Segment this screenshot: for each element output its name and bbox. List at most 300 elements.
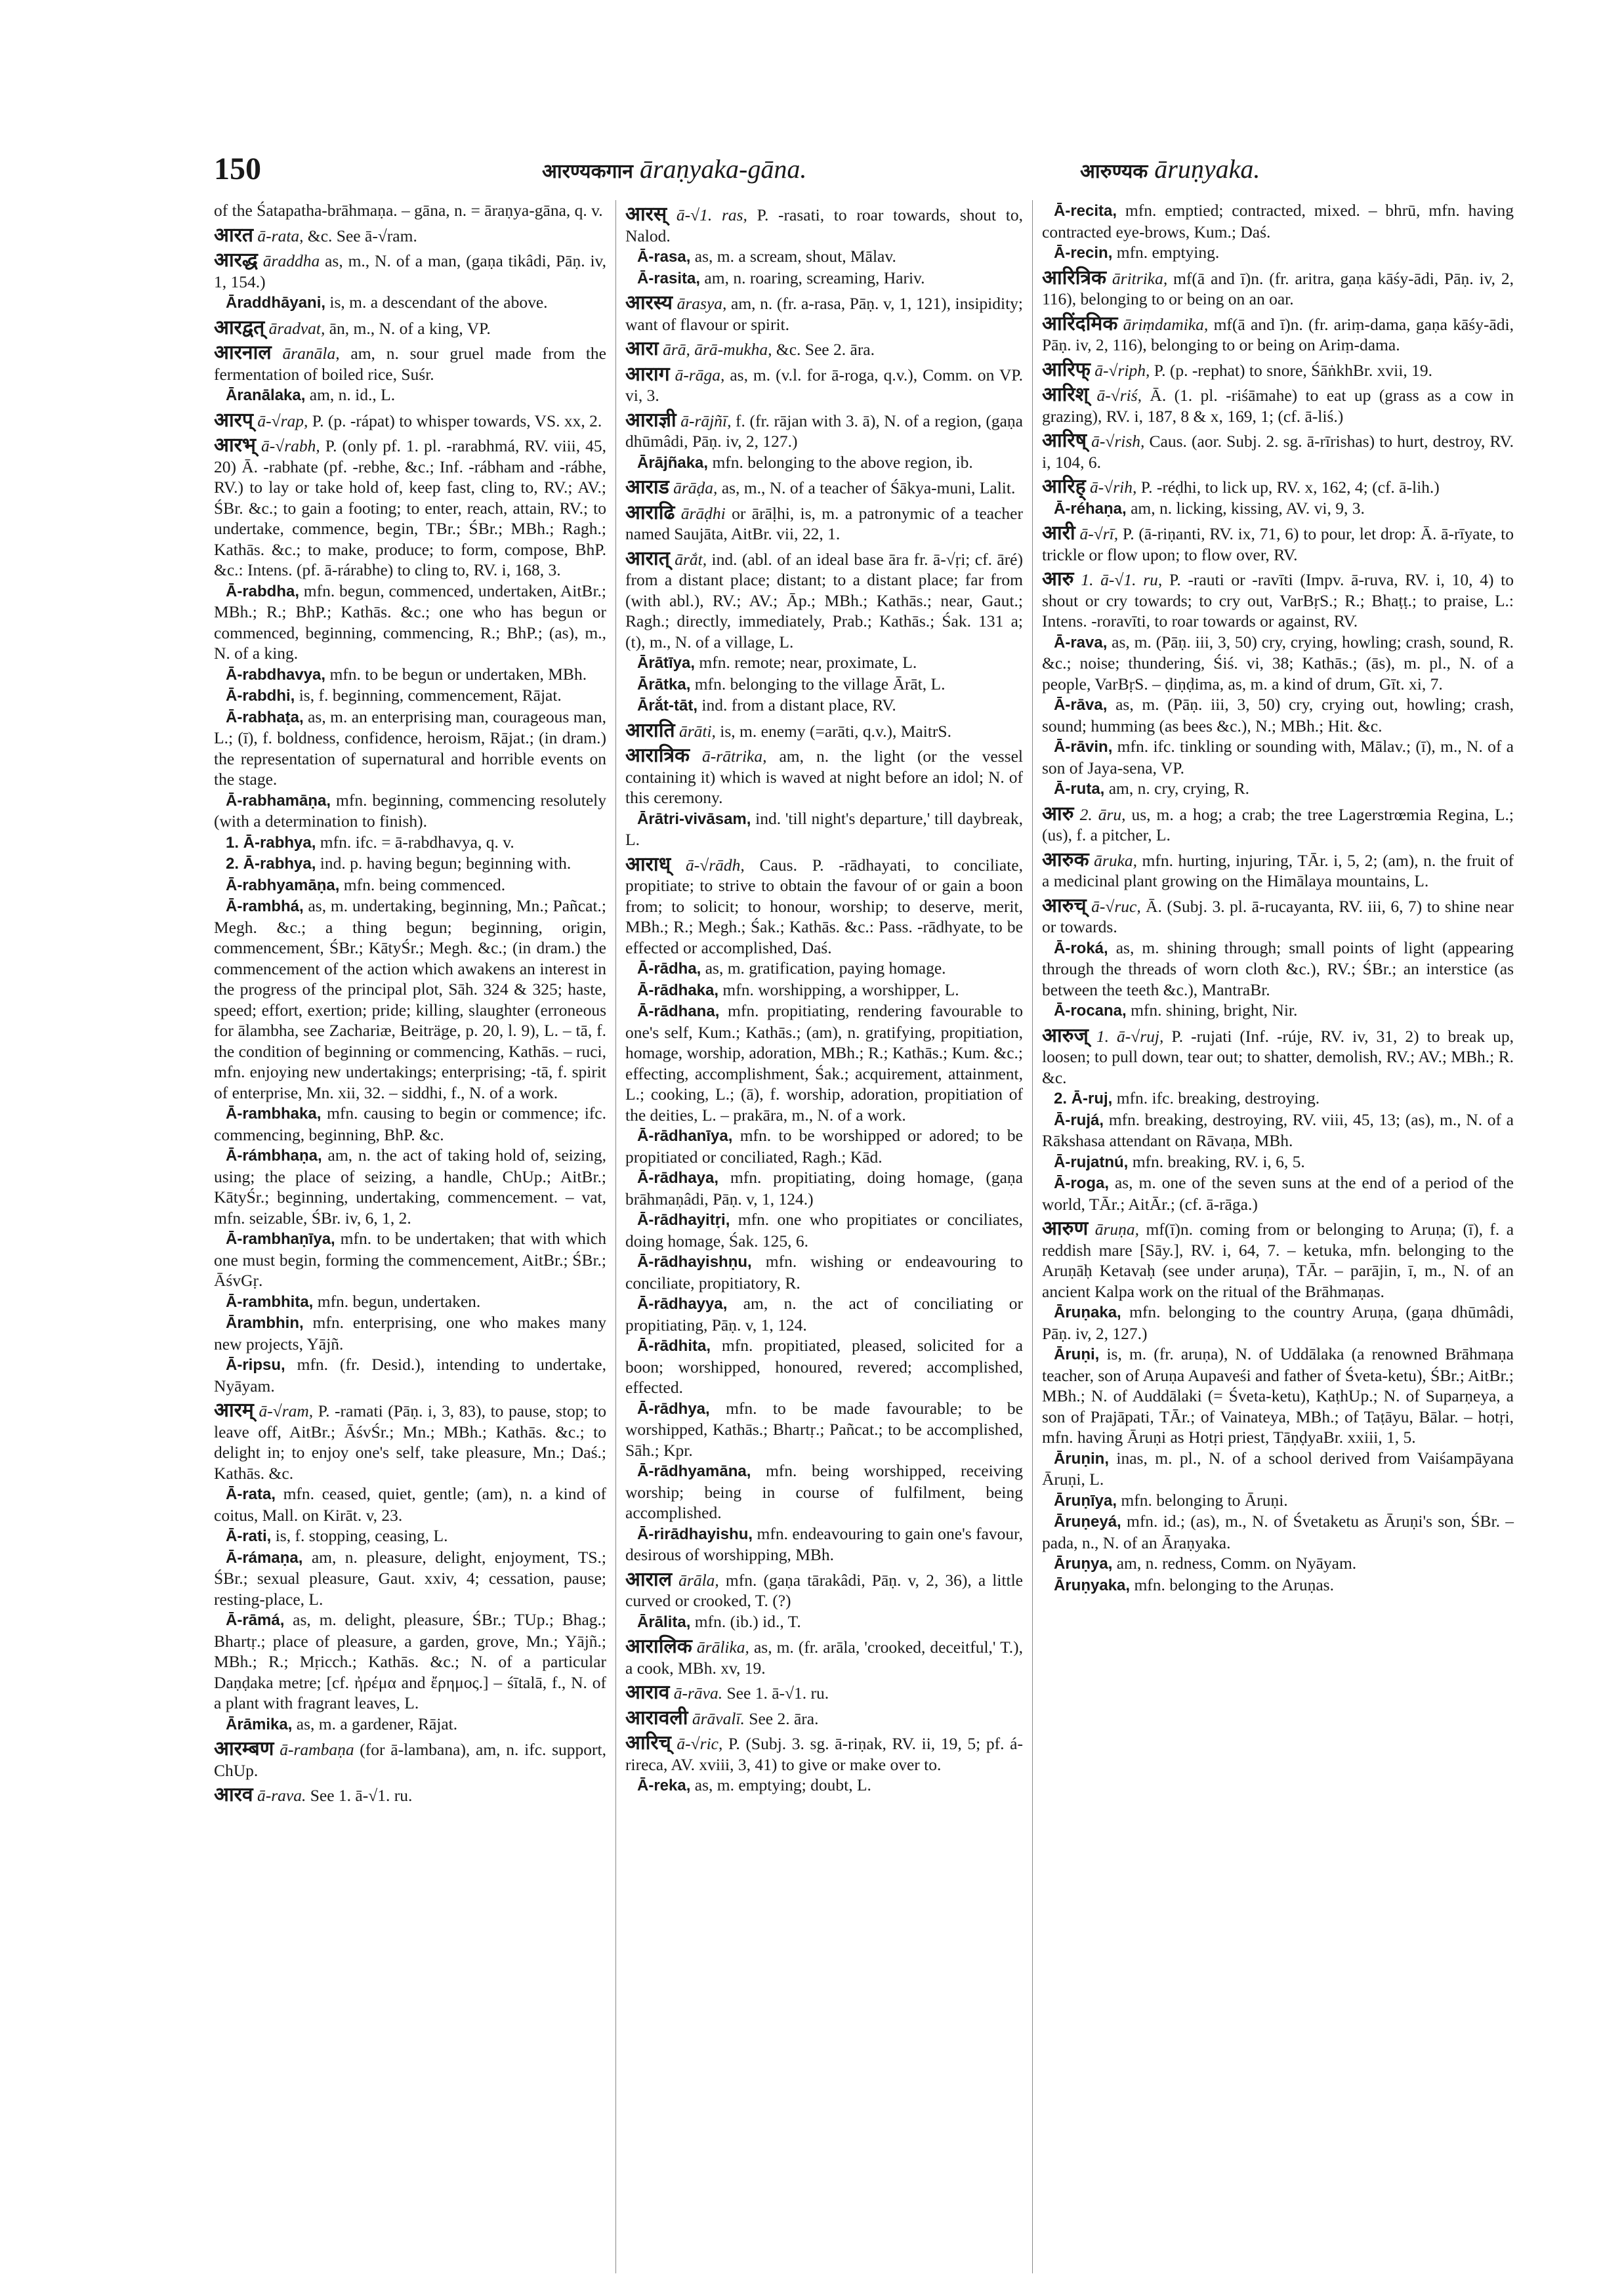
dictionary-columns xyxy=(214,200,1523,2273)
entry-definition: (for ā-lambana), am, n. ifc. support, ChUp. xyxy=(214,1740,607,1780)
entry-definition: P. (only pf. 1. pl. -rarabhmá, RV. viii, 45, 20) Ā. -rabhate (pf. -rebhe, &c.; Inf. -rábham and -rábhe, RV.) to lay or take hold of, keep fast, cling to, RV.; AV.; ŚBr. &c.; to gain a footing; to enter, reach, attain, RV.; to undertake, commence, begin, TBr.; ŚBr.; MBh.; Ragh.; Kathās. &c.; to make, produce; to form, compose, BhP. &c.: Intens. (pf. ā-rárabhe) to cling to, RV. i, 168, 3. xyxy=(214,436,607,579)
headword-transliteration: ā-rava. xyxy=(257,1786,306,1805)
entry-definition: as, m. one of the seven suns at the end of a period of the world, TĀr.; AitĀr.; (cf. ā-rāga.) xyxy=(1042,1173,1514,1214)
entry-definition: as, m. (fr. arāla, 'crooked, deceitful,' T.), a cook, MBh. xv, 19. xyxy=(625,1638,1023,1678)
sub-headword: Ā-rambhaṇīya, xyxy=(226,1230,335,1248)
entry-continuation xyxy=(214,200,606,221)
sub-entry xyxy=(1042,1109,1514,1151)
column-1 xyxy=(214,200,615,2273)
headword-transliteration: ā-√rādh, xyxy=(685,855,745,875)
sub-entry xyxy=(1042,778,1514,800)
sub-headword: Ā-rabhaṭa, xyxy=(226,708,304,726)
sub-entry xyxy=(1042,1302,1514,1344)
dictionary-entry xyxy=(214,225,606,247)
entry-definition: mfn. enterprising, one who makes many new projects, Yājñ. xyxy=(214,1313,606,1354)
sub-entry xyxy=(1042,1088,1514,1109)
entry-definition: is, m. (fr. aruṇa), N. of Uddālaka (a renowned Brāhmaṇa teacher, son of Aruṇa Aupaveśi and father of Śveta-ketu), ŚBr.; AitBr.; MBh.; N. of Auddālaki (= Śveta-ketu), KaṭhUp.; N. of Suparṇeya, a son of Prajāpati, TĀr.; of Vainateya, MBh.; of Taṭāyu, Bālar. – hotṛi, mfn. having Āruṇi as Hotṛi priest, TāṇḍyaBr. xxiii, 1, 5. xyxy=(1042,1344,1514,1447)
sub-headword: Ā-rujá, xyxy=(1054,1111,1104,1129)
sub-headword: Ā-rava, xyxy=(1054,633,1108,651)
entry-definition: as, m. gratification, paying homage. xyxy=(701,959,946,978)
entry-definition: mfn. worshipping, a worshipper, L. xyxy=(718,980,959,999)
headword-transliteration: ārā, ārā-mukha, xyxy=(663,340,772,359)
dictionary-entry xyxy=(625,477,1023,499)
dictionary-entry xyxy=(625,364,1023,406)
entry-definition: as, m., N. of a teacher of Śākya-muni, Lalit. xyxy=(717,478,1016,497)
dictionary-entry xyxy=(1042,360,1514,381)
sub-entry xyxy=(1042,736,1514,778)
entry-definition: as, m. shining through; small points of light (appearing through the threads of worn cloth &c.), RV.; ŚBr.; an interstice (as between the teeth &c.), MantraBr. xyxy=(1042,938,1514,999)
headword-devanagari: आराति xyxy=(625,718,675,742)
entry-definition: mfn. being worshipped, receiving worship; being in course of fulfilment, being accomplished. xyxy=(625,1461,1023,1522)
entry-definition: ān, m., N. of a king, VP. xyxy=(325,318,491,338)
entry-definition: mfn. causing to begin or commence; ifc. commencing, beginning, BhP. &c. xyxy=(214,1104,606,1144)
entry-definition: mfn. (gaṇa tārakâdi, Pāṇ. v, 2, 36), a little curved or crooked, T. (?) xyxy=(625,1570,1023,1610)
sub-headword: Āraddhāyani, xyxy=(226,294,326,312)
sub-headword: Ā-rabhamāṇa, xyxy=(226,791,331,810)
entry-definition: f. (fr. rājan with 3. ā), N. of a region, (gaṇa dhūmâdi, Pāṇ. iv, 2, 127.) xyxy=(625,411,1024,451)
sub-entry xyxy=(1042,1448,1514,1490)
sub-entry xyxy=(625,695,1023,716)
entry-definition: as, m. a scream, shout, Mālav. xyxy=(690,247,896,266)
headword-devanagari: आराढि xyxy=(625,501,675,524)
headword-transliteration: ā-√ric, xyxy=(677,1734,723,1753)
headword-transliteration: ārasya, xyxy=(677,294,727,313)
headword-devanagari: आरावली xyxy=(625,1706,688,1729)
sub-headword: Āruṇya, xyxy=(1054,1555,1113,1573)
sub-headword: Āruṇaka, xyxy=(1054,1304,1121,1321)
dictionary-entry xyxy=(625,503,1023,545)
sub-entry xyxy=(214,1525,606,1547)
sub-entry xyxy=(214,1145,606,1228)
headword-devanagari: आरद्ध xyxy=(214,249,258,272)
entry-definition: P. -ramati (Pāṇ. i, 3, 83), to pause, stop; to leave off, AitBr.; ĀśvŚr.; Mn.; MBh.; Kathās. &c.; to delight in; to enjoy one's self, take pleasure, Mn.; Daś.; Kathās. &c. xyxy=(214,1401,607,1483)
entry-definition: mfn. belonging to the Aruṇas. xyxy=(1130,1575,1334,1594)
entry-definition: am, n. roaring, screaming, Hariv. xyxy=(700,268,925,287)
entry-definition: &c. See 2. āra. xyxy=(772,340,875,359)
sub-headword: Ā-rabdhavya, xyxy=(226,665,326,684)
entry-definition: P. (p. -rápat) to whisper towards, VS. xx, 2. xyxy=(308,411,602,430)
sub-headword: Āruṇeyá, xyxy=(1054,1513,1121,1531)
sub-headword: Ā-rādhyamāna, xyxy=(637,1462,751,1480)
sub-entry xyxy=(214,1714,606,1735)
entry-definition: mfn. belonging to the village Ārāt, L. xyxy=(690,674,946,693)
sub-entry xyxy=(625,1775,1023,1796)
headword-transliteration: ārắt, xyxy=(675,549,707,569)
sub-entry xyxy=(214,875,606,896)
sub-entry xyxy=(214,1103,606,1145)
sub-headword: Ā-rujatnú, xyxy=(1054,1153,1129,1171)
headword-devanagari: आरिफ् xyxy=(1042,358,1091,381)
sub-headword: Ā-recin, xyxy=(1054,244,1113,262)
column-3 xyxy=(1032,200,1523,2273)
sub-entry xyxy=(1042,200,1514,242)
sub-entry xyxy=(1042,694,1514,736)
headword-transliteration: 1. ā-√1. ru, xyxy=(1081,570,1163,589)
headword-transliteration: āraddha xyxy=(262,251,320,270)
sub-headword: Ā-rambhita, xyxy=(226,1292,314,1311)
headword-devanagari: आरभ् xyxy=(214,434,257,457)
sub-entry xyxy=(214,790,606,832)
sub-entry xyxy=(625,1460,1023,1523)
entry-definition: as, m. a gardener, Rājat. xyxy=(292,1714,458,1733)
page-header xyxy=(214,151,1520,190)
sub-headword: Ā-rabdha, xyxy=(226,582,300,600)
page-number: 150 xyxy=(214,152,261,186)
dictionary-entry xyxy=(625,548,1023,653)
entry-definition: mfn. to be begun or undertaken, MBh. xyxy=(325,664,587,684)
sub-headword: Ā-rambhá, xyxy=(226,898,304,915)
entry-definition: See 1. ā-√1. ru. xyxy=(722,1684,829,1703)
entry-definition: mfn. belonging to Āruṇi. xyxy=(1117,1490,1288,1510)
entry-definition: of the Śatapatha-brāhmaṇa. – gāna, n. = āraṇya-gāna, q. v. xyxy=(214,201,603,220)
entry-definition: ind. 'till night's departure,' till daybreak, L. xyxy=(625,808,1023,849)
sub-headword: Ā-rāva, xyxy=(1054,696,1108,714)
entry-definition: Ā. (1. pl. -riśāmahe) to eat up (grass as a cow in grazing), RV. i, 187, 8 & x, 169, 1; (cf. ā-liś.) xyxy=(1042,386,1514,426)
entry-definition: as, m. an enterprising man, courageous man, L.; (ī), f. boldness, confidence, heroism, Rājat.; (in dram.) the representation of supernatural and horrible events on the stage. xyxy=(214,707,606,789)
sub-entry xyxy=(1042,1172,1514,1214)
headword-devanagari: आरात्रिक xyxy=(625,744,690,767)
sub-entry xyxy=(214,1228,606,1291)
sub-entry xyxy=(625,808,1023,850)
sub-headword: Ā-rambhaka, xyxy=(226,1105,322,1123)
sub-headword: Ā-rādhita, xyxy=(637,1337,711,1355)
entry-definition: mfn. to be worshipped or adored; to be propitiated or conciliated, Ragh.; Kād. xyxy=(625,1126,1023,1167)
dictionary-entry xyxy=(625,204,1023,246)
dictionary-entry xyxy=(1042,523,1514,565)
entry-definition: am, n. pleasure, delight, enjoyment, TS.; ŚBr.; sexual pleasure, Gaut. xxiv, 4; cessation, pause; resting-place, L. xyxy=(214,1547,606,1609)
left-running-head xyxy=(542,154,806,184)
sub-entry xyxy=(1042,242,1514,264)
entry-definition: P. -rasati, to roar towards, shout to, Nalod. xyxy=(625,205,1024,245)
headword-devanagari: आरम् xyxy=(214,1399,254,1422)
sub-entry xyxy=(625,1523,1023,1565)
headword-transliteration: ā-√rap, xyxy=(257,411,308,430)
entry-definition: ind. p. having begun; beginning with. xyxy=(316,854,572,873)
sub-headword: Āruṇīya, xyxy=(1054,1491,1117,1510)
entry-definition: am, n. sour gruel made from the fermentation of boiled rice, Suśr. xyxy=(214,344,606,384)
entry-definition: mfn. propitiating, rendering favourable to one's self, Kum.; Kathās.; (am), n. gratifying, propitiation, homage, worship, adoration, MBh.; R.; Kathās.; Kum. &c.; effecting, accomplishment, Śak.; acquirement, attainment, L.; cooking, L.; (ā), f. worship, adoration, propitiation of the deities, L. – prakāra, m., N. of a work. xyxy=(625,1001,1023,1125)
entry-definition: See 1. ā-√1. ru. xyxy=(306,1786,413,1805)
sub-headword: Ā-rati, xyxy=(226,1527,272,1545)
entry-definition: mfn. propitiated, pleased, solicited for a boon; worshipped, honoured, revered; accomplished, effected. xyxy=(625,1336,1023,1397)
entry-definition: ind. (abl. of an ideal base āra fr. ā-√ṛi; cf. āré) from a distant place; distant; to a distant place; far from (with abl.), RV.; AV.; Āp.; MBh.; Kathās.; near, Gaut.; Ragh.; directly, immediately, Prab.; Kathās.; Śak. 131 a; (t), m., N. of a village, L. xyxy=(625,549,1023,651)
sub-entry xyxy=(214,1609,606,1714)
entry-definition: mfn. endeavouring to gain one's favour, desirous of worshipping, MBh. xyxy=(625,1523,1023,1564)
right-running-head xyxy=(1080,154,1260,184)
entry-definition: mfn. to be made favourable; to be worshipped, Kathās.; Bhartṛ.; Pañcat.; to be accomplished, Sāh.; Kpr. xyxy=(625,1398,1023,1460)
sub-entry xyxy=(625,674,1023,695)
sub-headword: Ā-rādhana, xyxy=(637,1003,720,1020)
sub-entry xyxy=(625,1209,1023,1251)
entry-definition: mfn. breaking, destroying, RV. viii, 45, 13; (as), m., N. of a Rākshasa attendant on Rāvaṇa, MBh. xyxy=(1042,1109,1514,1150)
headword-transliteration: ā-√ram, xyxy=(259,1401,314,1420)
dictionary-entry xyxy=(625,293,1023,335)
headword-devanagari: आराज्ञी xyxy=(625,408,677,432)
sub-headword: Ā-ruta, xyxy=(1054,780,1105,798)
sub-entry xyxy=(625,1293,1023,1335)
sub-headword: Ā-rocana, xyxy=(1054,1002,1127,1020)
headword-transliteration: 1. ā-√ruj, xyxy=(1096,1026,1164,1046)
headword-transliteration: ā-√rish, xyxy=(1091,432,1145,451)
headword-transliteration: ā-rātrika, xyxy=(702,747,767,766)
headword-devanagari: आरुच् xyxy=(1042,894,1087,917)
column-2 xyxy=(615,200,1032,2273)
entry-definition: mfn. begun, commenced, undertaken, AitBr.; MBh.; R.; BhP.; Kathās. &c.; one who has begun or commenced, beginning, commencing, R.; BhP.; (as), m., N. of a king. xyxy=(214,581,606,663)
entry-definition: is, f. stopping, ceasing, L. xyxy=(271,1526,448,1545)
entry-definition: am, n. the act of taking hold of, seizing, using; the place of seizing, a handle, ChUp.; AitBr.; KātyŚr.; beginning, undertaking, commencement. – vat, mfn. seizable, ŚBr. iv, 6, 1, 2. xyxy=(214,1146,606,1228)
headword-devanagari: आरालिक xyxy=(625,1635,692,1658)
right-head-devanagari: आरुण्यक xyxy=(1080,160,1148,183)
sub-entry xyxy=(214,384,606,406)
sub-headword: Ā-rāmá, xyxy=(226,1611,285,1629)
sub-entry xyxy=(625,1611,1023,1633)
headword-devanagari: आरिह् xyxy=(1042,475,1086,498)
sub-entry xyxy=(1042,938,1514,1001)
headword-transliteration: ā-rata, xyxy=(257,226,304,245)
entry-definition: mfn. ifc. tinkling or sounding with, Mālav.; (ī), m., N. of a son of Jaya-sena, VP. xyxy=(1042,737,1514,777)
sub-headword: Ā-rādhayishṇu, xyxy=(637,1253,752,1271)
headword-devanagari: आरव xyxy=(214,1783,253,1806)
headword-devanagari: आरिष् xyxy=(1042,429,1087,452)
entry-definition: mfn. propitiating, doing homage, (gaṇa brāhmaṇâdi, Pāṇ. v, 1, 124.) xyxy=(625,1168,1023,1209)
dictionary-entry xyxy=(625,1636,1023,1678)
dictionary-entry xyxy=(625,1733,1023,1775)
entry-definition: P. -rauti or -ravīti (Impv. ā-ruva, RV. i, 10, 4) to shout or cry towards; to cry out, VarBṛS.; R.; Bhaṭṭ.; to praise, L.: Intens. -roravīti, to roar towards or against, RV. xyxy=(1042,570,1514,631)
sub-headword: Ā-rasita, xyxy=(637,269,701,287)
entry-definition: am, n. licking, kissing, AV. vi, 9, 3. xyxy=(1126,498,1365,518)
headword-transliteration: 2. āru, xyxy=(1079,804,1126,824)
sub-headword: Ā-recita, xyxy=(1054,202,1117,220)
headword-transliteration: āriṃdamika, xyxy=(1123,314,1209,334)
entry-definition: mfn. begun, undertaken. xyxy=(313,1291,481,1311)
headword-devanagari: आरनाल xyxy=(214,341,272,364)
entry-definition: mfn. emptied; contracted, mixed. – bhrū, mfn. having contracted eye-brows, Kum.; Daś. xyxy=(1042,201,1514,241)
sub-entry xyxy=(1042,1000,1514,1022)
sub-entry xyxy=(214,1291,606,1313)
headword-transliteration: ā-rāva. xyxy=(673,1684,723,1703)
sub-entry xyxy=(214,1547,606,1610)
entry-definition: mfn. emptying. xyxy=(1112,243,1220,262)
headword-transliteration: āradvat, xyxy=(268,318,325,338)
entry-definition: mfn. (fr. Desid.), intending to undertake, Nyāyam. xyxy=(214,1355,606,1396)
entry-definition: as, m. (v.l. for ā-roga, q.v.), Comm. on VP. vi, 3. xyxy=(625,365,1023,405)
headword-transliteration: ā-√riph, xyxy=(1094,360,1150,380)
dictionary-entry xyxy=(625,1682,1023,1704)
sub-headword: Ārāmika, xyxy=(226,1715,293,1733)
sub-entry xyxy=(1042,632,1514,695)
dictionary-entry xyxy=(1042,804,1514,846)
entry-definition: mfn. breaking, RV. i, 6, 5. xyxy=(1128,1151,1305,1171)
headword-devanagari: आरद्वत् xyxy=(214,316,265,339)
entry-definition: P. (p. -rephat) to snore, ŚāṅkhBr. xvii, 19. xyxy=(1150,360,1432,380)
sub-headword: Ā-rāvin, xyxy=(1054,738,1113,756)
entry-definition: P. (Subj. 3. sg. ā-riṇak, RV. ii, 19, 5; pf. á-rireca, AV. xviii, 3, 41) to give or make over to. xyxy=(625,1734,1023,1774)
sub-entry xyxy=(1042,1553,1514,1575)
dictionary-entry xyxy=(625,339,1023,360)
entry-definition: P. (ā-riṇanti, RV. ix, 71, 6) to pour, let drop: Ā. ā-rīyate, to trickle or flow upon; to flow over, RV. xyxy=(1042,524,1514,564)
entry-definition: mf(ā and ī)n. (fr. aritra, gaṇa kāśy-ādi, Pāṇ. iv, 2, 116), belonging to or being on an oar. xyxy=(1042,268,1514,308)
headword-devanagari: आराध् xyxy=(625,852,671,876)
headword-devanagari: आरु xyxy=(1042,802,1074,825)
sub-headword: Ā-rādhaka, xyxy=(637,981,719,999)
sub-entry xyxy=(214,1483,606,1525)
sub-headword: Ā-réhaṇa, xyxy=(1054,499,1127,518)
dictionary-entry xyxy=(625,854,1023,959)
sub-entry xyxy=(1042,1575,1514,1596)
sub-entry xyxy=(214,685,606,707)
sub-headword: Ā-rasa, xyxy=(637,248,691,266)
headword-devanagari: आरस् xyxy=(625,203,667,226)
headword-devanagari: आरुण xyxy=(1042,1217,1089,1240)
sub-headword: Ā-rámaṇa, xyxy=(226,1548,303,1567)
sub-headword: Ā-rādhya, xyxy=(637,1399,710,1418)
entry-definition: is, m. a descendant of the above. xyxy=(325,293,548,312)
dictionary-entry xyxy=(214,250,606,292)
dictionary-entry xyxy=(625,410,1023,452)
headword-transliteration: ārālika, xyxy=(696,1638,749,1657)
entry-definition: is, m. enemy (=arāti, q.v.), MaitrS. xyxy=(715,721,951,741)
sub-entry xyxy=(625,1167,1023,1209)
entry-definition: mfn. ceased, quiet, gentle; (am), n. a kind of coitus, Mall. on Kirāt. v, 23. xyxy=(214,1484,606,1525)
entry-definition: am, n. (fr. a-rasa, Pāṇ. v, 1, 121), insipidity; want of flavour or spirit. xyxy=(625,294,1023,334)
dictionary-entry xyxy=(214,318,606,339)
entry-definition: us, m. a hog; a crab; the tree Lagerstrœmia Regina, L.; (us), f. a pitcher, L. xyxy=(1042,804,1514,844)
entry-definition: P. -rujati (Inf. -rúje, RV. iv, 31, 2) to break up, loosen; to pull down, tear out; to shatter, demolish, RV.; AV.; MBh.; R. &c. xyxy=(1042,1026,1514,1087)
headword-devanagari: आरत xyxy=(214,223,254,247)
sub-entry xyxy=(625,980,1023,1001)
headword-transliteration: ā-rājñī, xyxy=(680,411,732,430)
entry-definition: mfn. one who propitiates or conciliates, doing homage, Śak. 125, 6. xyxy=(625,1210,1023,1251)
sub-entry xyxy=(625,1335,1023,1398)
headword-devanagari: आरिच् xyxy=(625,1731,671,1754)
sub-headword: Ā-ripsu, xyxy=(226,1356,285,1374)
entry-definition: am, n. redness, Comm. on Nyāyam. xyxy=(1112,1554,1357,1573)
entry-definition: mfn. beginning, commencing resolutely (with a determination to finish). xyxy=(214,790,606,831)
entry-definition: mfn. shining, bright, Nir. xyxy=(1126,1001,1298,1020)
entry-definition: as, m. delight, pleasure, ŚBr.; TUp.; Bhag.; Bhartṛ.; place of pleasure, a garden, grove, Mn.; Yājñ.; MBh.; R.; Mṛicch.; Kathās. &c.; N. of a particular Daṇḍaka metre; [cf. ἠρέμα and ἔρημος.] – śītalā, f., N. of a plant with fragrant leaves, L. xyxy=(214,1610,606,1712)
headword-devanagari: आरुज् xyxy=(1042,1023,1089,1047)
dictionary-entry xyxy=(1042,1218,1514,1302)
sub-entry xyxy=(625,958,1023,980)
sub-entry xyxy=(625,1125,1023,1167)
headword-transliteration: ārāḍhi xyxy=(680,503,726,523)
entry-definition: ind. from a distant place, RV. xyxy=(697,695,896,714)
entry-definition: mfn. belonging to the above region, ib. xyxy=(708,452,973,472)
entry-definition: mfn. belonging to the country Aruṇa, (gaṇa dhūmâdi, Pāṇ. iv, 2, 127.) xyxy=(1042,1302,1514,1343)
dictionary-entry xyxy=(214,342,606,384)
entry-definition: as, m., N. of a man, (gaṇa tikâdi, Pāṇ. iv, 1, 154.) xyxy=(214,251,606,291)
headword-devanagari: आराड xyxy=(625,476,669,499)
headword-devanagari: आरुक xyxy=(1042,848,1089,871)
dictionary-entry xyxy=(1042,850,1514,892)
sub-headword: 1. Ā-rabhya, xyxy=(226,833,316,852)
headword-devanagari: आरम्बण xyxy=(214,1737,274,1760)
sub-entry xyxy=(625,1001,1023,1125)
sub-headword: Ā-rámbhaṇa, xyxy=(226,1147,322,1165)
entry-definition: P. -réḍhi, to lick up, RV. x, 162, 4; (cf. ā-lih.) xyxy=(1136,478,1440,497)
headword-transliteration: āruṇa, xyxy=(1094,1220,1140,1239)
entry-definition: mf(ā and ī)n. (fr. ariṃ-dama, gaṇa kāśy-ādi, Pāṇ. iv, 2, 116), belonging to or being on Ariṃ-dama. xyxy=(1042,314,1514,354)
sub-headword: Ā-roga, xyxy=(1054,1174,1109,1192)
dictionary-entry xyxy=(1042,430,1514,472)
entry-definition: is, f. beginning, commencement, Rājat. xyxy=(295,686,562,705)
dictionary-entry xyxy=(214,1785,606,1806)
entry-definition: mf(ī)n. coming from or belonging to Aruṇa; (ī), f. a reddish mare [Sāy.], RV. i, 64, 7. – ketuka, mfn. belonging to the Aruṇāḥ Ketavaḥ (see under aruṇa), TĀr. – parājin, ī, m., N. of an ancient Kalpa work on the ritual of the Brāhmaṇas. xyxy=(1042,1220,1514,1301)
left-head-devanagari: आरण्यकगान xyxy=(542,160,633,183)
entry-definition: See 2. āra. xyxy=(744,1708,819,1728)
entry-definition: mfn. being commenced. xyxy=(339,875,506,894)
entry-definition: mfn. hurting, injuring, TĀr. i, 5, 2; (am), n. the fruit of a medicinal plant growing on the Himālaya mountains, L. xyxy=(1042,850,1514,890)
headword-transliteration: āranāla, xyxy=(282,344,340,363)
entry-definition: Caus. (aor. Subj. 2. sg. ā-rīrishas) to hurt, destroy, RV. i, 104, 6. xyxy=(1042,432,1514,472)
dictionary-entry xyxy=(214,1739,606,1781)
headword-devanagari: आरा xyxy=(625,337,659,360)
sub-entry xyxy=(1042,1511,1514,1553)
sub-headword: Ā-rata, xyxy=(226,1485,276,1503)
sub-entry xyxy=(1042,1344,1514,1448)
sub-headword: Ārambhin, xyxy=(226,1314,304,1332)
headword-devanagari: आरिश् xyxy=(1042,383,1089,406)
headword-transliteration: ārāla, xyxy=(678,1570,719,1590)
headword-devanagari: आरस्य xyxy=(625,291,673,314)
entry-definition: or ārāḷhi, is, m. a patronymic of a teacher named Saujāta, AitBr. vii, 22, 1. xyxy=(625,503,1023,543)
sub-entry xyxy=(214,832,606,854)
entry-definition: mfn. to be undertaken; that with which one must begin, forming the commencement, AitBr.; ŚBr.; ĀśvGṛ. xyxy=(214,1229,606,1290)
headword-transliteration: ā-√rih, xyxy=(1090,478,1137,497)
sub-headword: Ā-rādhayya, xyxy=(637,1295,728,1313)
sub-headword: Ā-rādha, xyxy=(637,960,701,978)
headword-transliteration: ā-√ruc, xyxy=(1091,896,1141,916)
entry-definition: am, n. the light (or the vessel containing it) which is waved at night before an idol; N. of this ceremony. xyxy=(625,747,1024,807)
dictionary-entry xyxy=(1042,314,1514,356)
sub-headword: Ārātka, xyxy=(637,675,691,693)
headword-transliteration: āruka, xyxy=(1094,850,1138,870)
sub-headword: Ā-rirādhayishu, xyxy=(637,1525,753,1543)
sub-entry xyxy=(214,1354,606,1396)
headword-devanagari: आराल xyxy=(625,1567,673,1591)
entry-definition: mfn. ifc. = ā-rabdhavya, q. v. xyxy=(316,832,514,852)
headword-transliteration: ā-rambaṇa xyxy=(280,1740,354,1759)
left-head-translit: āraṇyaka-gāna. xyxy=(639,154,807,184)
entry-definition: am, n. cry, crying, R. xyxy=(1104,779,1250,798)
sub-headword: Ā-rādhaya, xyxy=(637,1169,719,1187)
entry-definition: inas, m. pl., N. of a school derived from Vaiśampāyana Āruṇi, L. xyxy=(1042,1448,1514,1489)
sub-headword: Ārātri-vivāsam, xyxy=(637,810,751,828)
entry-definition: Ā. (Subj. 3. pl. ā-rucayanta, RV. iii, 6, 7) to shine near or towards. xyxy=(1042,896,1514,936)
headword-devanagari: आरित्रिक xyxy=(1042,266,1107,289)
dictionary-entry xyxy=(214,1400,606,1483)
sub-entry xyxy=(625,452,1023,474)
headword-devanagari: आराग xyxy=(625,362,670,386)
sub-entry xyxy=(214,1312,606,1354)
entry-definition: as, m. (Pāṇ. iii, 3, 50) cry, crying out, howling; crash, sound; humming (as bees &c.), N.; MBh.; Hit. &c. xyxy=(1042,695,1514,735)
headword-transliteration: āritrika, xyxy=(1112,268,1168,288)
dictionary-entry xyxy=(625,720,1023,742)
entry-definition: Caus. P. -rādhayati, to conciliate, propitiate; to strive to obtain the favour of or gain a boon from; to solicit; to honour, worship; to deserve, merit, MBh.; R.; Megh.; Śak.; Kathās. &c.: Pass. -rādhyate, to be effected or accomplished, Daś. xyxy=(625,855,1023,957)
dictionary-entry xyxy=(214,435,606,581)
headword-transliteration: ā-rāga, xyxy=(675,365,725,384)
sub-entry xyxy=(214,853,606,875)
headword-devanagari: आरप् xyxy=(214,408,253,432)
sub-headword: Ā-rādhayitṛi, xyxy=(637,1211,730,1229)
sub-headword: 2. Ā-rabhya, xyxy=(226,855,316,873)
dictionary-entry xyxy=(214,410,606,432)
headword-devanagari: आरी xyxy=(1042,522,1075,545)
sub-headword: Ārắt-tāt, xyxy=(637,697,698,714)
sub-entry xyxy=(214,707,606,790)
sub-entry xyxy=(1042,1151,1514,1173)
sub-headword: 2. Ā-ruj, xyxy=(1054,1090,1113,1107)
